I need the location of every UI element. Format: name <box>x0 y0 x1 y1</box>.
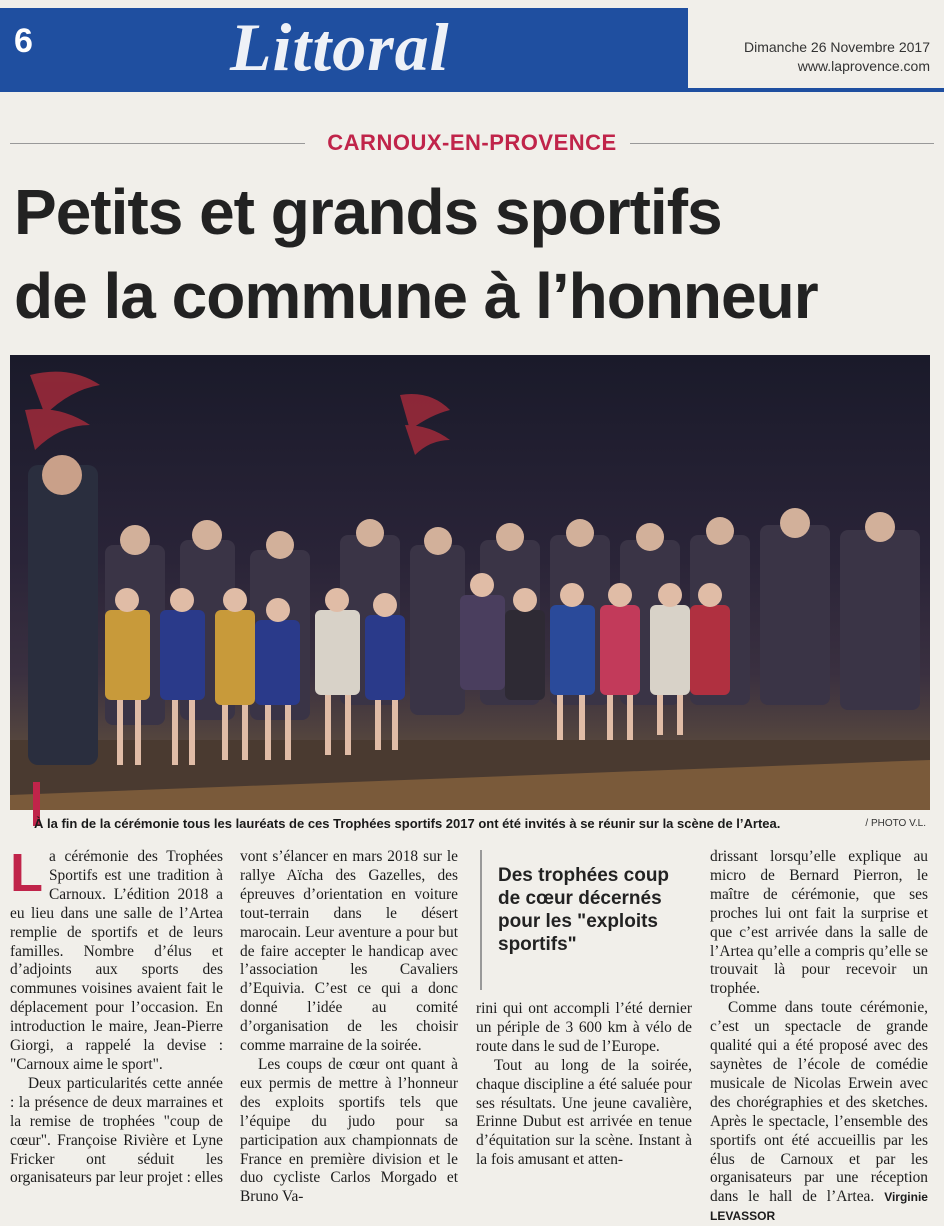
article-headline <box>14 170 934 338</box>
article-photo <box>10 355 930 810</box>
paragraph: Tout au long de la soirée, chaque discipline a été saluée pour ses résultats. Une jeune cavalière, Erinne Dubut est arrivée en tenue d’équitation sur la scène. Instant à la fois amusant et atten- <box>476 1056 692 1169</box>
page-number: 6 <box>14 22 33 60</box>
kicker-location: CARNOUX-EN-PROVENCE <box>327 130 617 155</box>
paragraph: La cérémonie des Trophées Sportifs est une tradition à Carnoux. L’édition 2018 a eu lieu dans une salle de l’Artea remplie de sportifs et de leurs familles. Nombre d’élus et d’adjoints aux sports des communes voisines avaient fait le déplacement pour l’occasion. En introduction le maire, Jean-Pierre Giorgi, a rappelé la devise : "Carnoux aime le sport". <box>10 843 223 1073</box>
section-title: Littoral <box>230 9 450 85</box>
ceremony-stage-illustration <box>10 355 930 810</box>
subhead: Des trophées coup de cœur décernés pour les "exploits sportifs" <box>498 865 670 955</box>
dateline <box>744 38 930 76</box>
masthead-rule <box>0 88 944 92</box>
kicker-row <box>10 126 934 162</box>
photo-caption: À la fin de la cérémonie tous les lauréats de ces Trophées sportifs 2017 ont été invités à se réunir sur la scène de l’Artea. <box>34 816 781 831</box>
paragraph: Les coups de cœur ont quant à eux permis de mettre à l’honneur des exploits sportifs tels que l’équipe du judo pour sa participation aux championnats de France en première division et le duo cycliste Carlos Morgado et Bruno Va- <box>240 1055 458 1206</box>
headline-line-1: Petits et grands sportifs <box>14 176 722 248</box>
article-column-2 <box>240 848 458 1207</box>
paragraph: Deux particularités cette année : la présence de deux marraines et la remise de trophées "coup de cœur". Françoise Rivière et Lyne Fricker ont séduit les organisateurs par leur projet : elles <box>10 1074 223 1187</box>
article-column-1 <box>10 843 223 1188</box>
paragraph: rini qui ont accompli l’été dernier un périple de 3 600 km à vélo de route dans le sud de l’Europe. <box>476 1000 692 1055</box>
paragraph: drissant lorsqu’elle explique au micro de Bernard Pierron, le maître de cérémonie, que ses proches lui ont fait la surprise et que c’est arrivée dans la salle de l’Artea qu’elle a compris qu’elle se trouvait là pour recevoir un trophée. <box>710 848 928 998</box>
headline-line-2: de la commune à l’honneur <box>14 260 818 332</box>
paragraph: Comme dans toute cérémonie, c’est un spectacle de grande qualité qui a été proposé avec des saynètes de l’école de comédie musicale de Nicolas Erwein avec des chorégraphies et des sketches. Après le spectacle, l’ensemble des sportifs ont été accueillis par les élus de Carnoux et par les organisateurs par une réception dans le hall de l’Artea. Virginie LEVASSOR <box>710 999 928 1224</box>
photo-credit: / PHOTO V.L. <box>865 818 926 829</box>
drop-cap: L <box>10 843 43 903</box>
subhead-box <box>480 850 694 990</box>
paragraph: vont s’élancer en mars 2018 sur le rallye Aïcha des Gazelles, des épreuves d’orientation en voiture tout-terrain dans le désert marocain. Leur aventure a pour but de faire accepter le handicap avec l’association les Cavaliers d’Equivia. C’est ce qui a donc donné l’idée au comité d’organisation de les choisir comme marraine de la soirée. <box>240 848 458 1055</box>
author-signature: Virginie LEVASSOR <box>710 1190 928 1224</box>
article-column-4 <box>710 848 928 1226</box>
publication-date: Dimanche 26 Novembre 2017 <box>744 39 930 55</box>
article-column-3 <box>476 1000 692 1170</box>
masthead <box>0 0 944 90</box>
website-url: www.laprovence.com <box>797 58 930 74</box>
